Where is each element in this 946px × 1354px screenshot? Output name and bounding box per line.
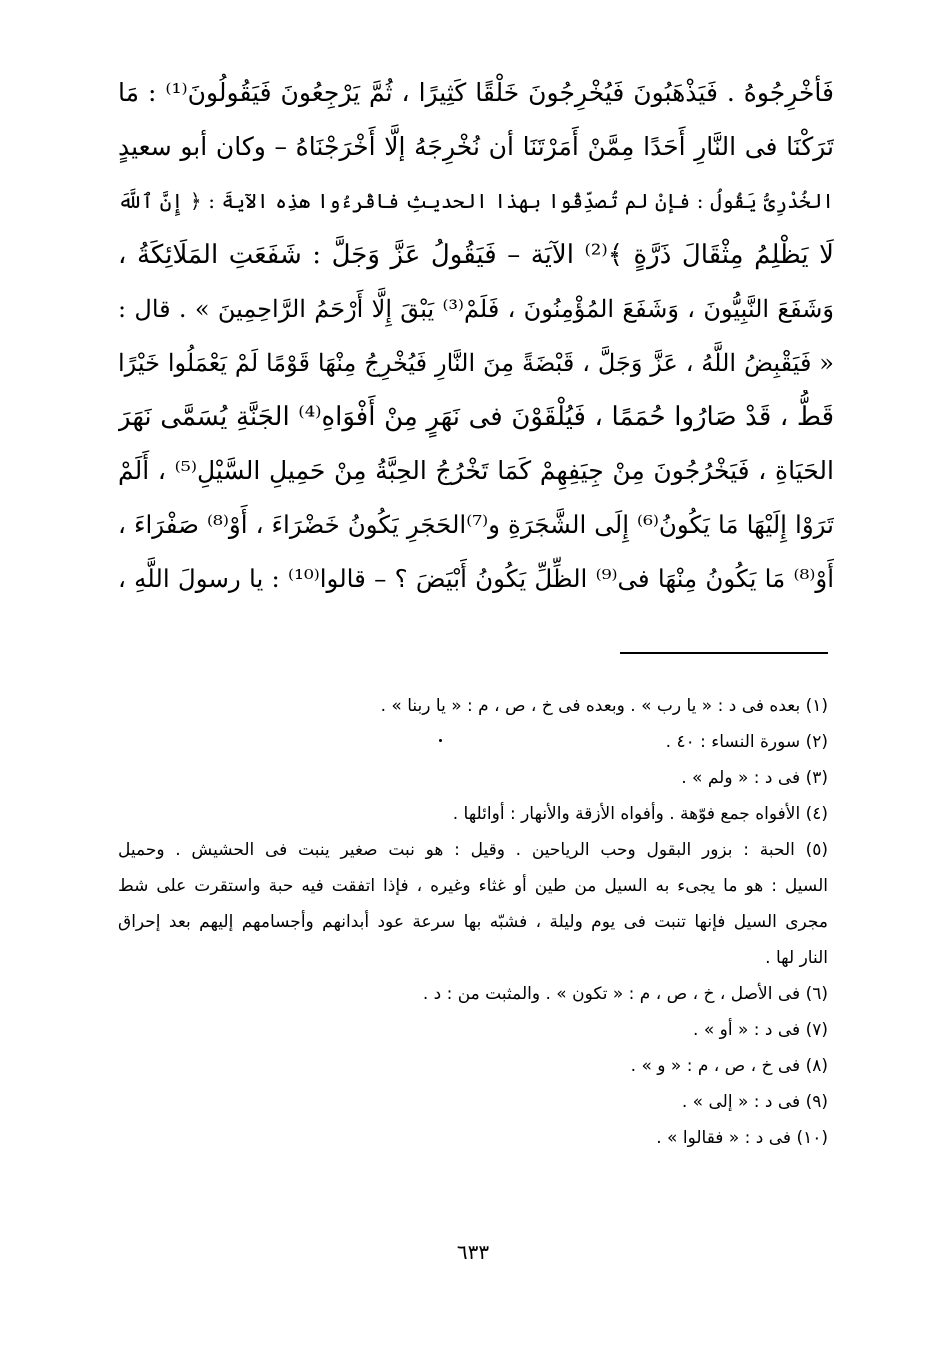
footnote-9: (٩) فى د : « إلى » .	[681, 1092, 828, 1112]
footnote-1: (١) بعده فى د : « يا رب » . وبعده فى خ ، ص ، م : « يا ربنا » .	[380, 696, 828, 716]
footnote-2: (٢) سورة النساء : ٤٠ .	[665, 732, 828, 752]
main-text-line: قَطُّ ، قَدْ صَارُوا حُمَمًا ، فَيُلْقَوْنَ فى نَهَرٍ مِنْ أَفْوَاهِ⁽⁴⁾ الجَنَّةِ يُسَمَّى نَهَرَ	[118, 402, 834, 432]
footnote-3: (٣) فى د : « ولم » .	[681, 768, 828, 788]
main-text-line: وَشَفَعَ النَّبِيُّونَ ، وَشَفَعَ المُؤْمِنُونَ ، فَلَمْ⁽³⁾ يَبْقَ إِلَّا أَرْحَمُ الرَّاحِمِينَ » . قال :	[118, 295, 834, 323]
main-text-line: « فَيَقْبِضُ اللَّهُ ، عَزَّ وَجَلَّ ، قَبْضَةً مِنَ النَّارِ فَيُخْرِجُ مِنْهَا قَوْمًا لَمْ يَعْمَلُوا خَيْرًا	[118, 349, 834, 377]
footnote-8: (٨) فى خ ، ص ، م : « و » .	[630, 1056, 828, 1076]
main-text-line: فَأخْرِجُوهُ . فَيَذْهَبُونَ فَيُخْرِجُونَ خَلْقًا كَثِيرًا ، ثُمَّ يَرْجِعُونَ فَيَقُولُونَ⁽¹⁾ : مَا	[118, 78, 834, 107]
footnote-5-continued: مجرى السيل فإنها تنبت فى يوم وليلة ، فشبّه بها سرعة عود أبدانهم وأجسامهم إليهم بعد إحراق	[118, 912, 828, 932]
footnote-5: (٥) الحبة : بزور البقول وحب الرياحين . وقيل : هو نبت صغير ينبت فى الحشيش . وحميل	[118, 840, 828, 860]
main-text-line: لَا يَظْلِمُ مِثْقَالَ ذَرَّةٍ ﴾⁽²⁾ الآيَة – فَيَقُولُ عَزَّ وَجَلَّ : شَفَعَتِ المَلَائِكَةُ ،	[118, 240, 834, 270]
main-text-line: تَرَوْا إِلَيْهَا مَا يَكُونُ⁽⁶⁾ إِلَى الشَّجَرَةِ و⁽⁷⁾الحَجَرِ يَكُونُ خَضْرَاءَ ، أَوْ⁽⁸⁾ صَفْرَاءَ ،	[118, 510, 834, 539]
page-number: ٦٣٣	[456, 1240, 490, 1264]
footnote-5-continued: النار لها .	[765, 948, 828, 968]
main-text-line: الحَيَاةِ ، فَيَخْرُجُونَ مِنْ جِيَفِهِمْ كَمَا تَخْرُجُ الحِبَّةُ مِنْ حَمِيلِ السَّيْلِ⁽⁵⁾ ، أَلَمْ	[118, 456, 834, 485]
footnote-10: (١٠) فى د : « فقالوا » .	[656, 1128, 828, 1148]
main-text-line: تَرَكْنَا فى النَّارِ أَحَدًا مِمَّنْ أَمَرْتَنَا أن نُخْرِجَهُ إلَّا أَخْرَجْنَاهُ – وكان أبو سعيدٍ	[118, 132, 834, 161]
footnote-5-continued: السيل : هو ما يجىء به السيل من طين أو غثاء وغيره ، فإذا اتفقت فيه حبة واستقرت على شط	[118, 876, 828, 896]
footnote-6: (٦) فى الأصل ، خ ، ص ، م : « تكون » . والمثبت من : د .	[422, 984, 828, 1004]
footnote-separator	[620, 652, 828, 654]
main-text-line: أَوْ⁽⁸⁾ مَا يَكُونُ مِنْهَا فى⁽⁹⁾ الظِّلِّ يَكُونُ أَبْيَضَ ؟ – قالوا⁽¹⁰⁾ : يا رسولَ اللَّهِ ،	[118, 564, 834, 593]
footnote-7: (٧) فى د : « أو » .	[693, 1020, 828, 1040]
main-text-block	[118, 66, 834, 606]
footnote-4: (٤) الأفواه جمع فوّهة . وأفواه الأزقة والأنهار : أوائلها .	[452, 804, 828, 824]
main-text-line: الخُدْرِىُّ يَقُولُ : فإنْ لم تُصدِّقُوا بهذا الحديثِ فاقْرءُوا هذِه الآيةَ : ﴿ إِنَّ ٱللَّهَ	[118, 189, 834, 213]
footnotes-block	[118, 688, 828, 1156]
